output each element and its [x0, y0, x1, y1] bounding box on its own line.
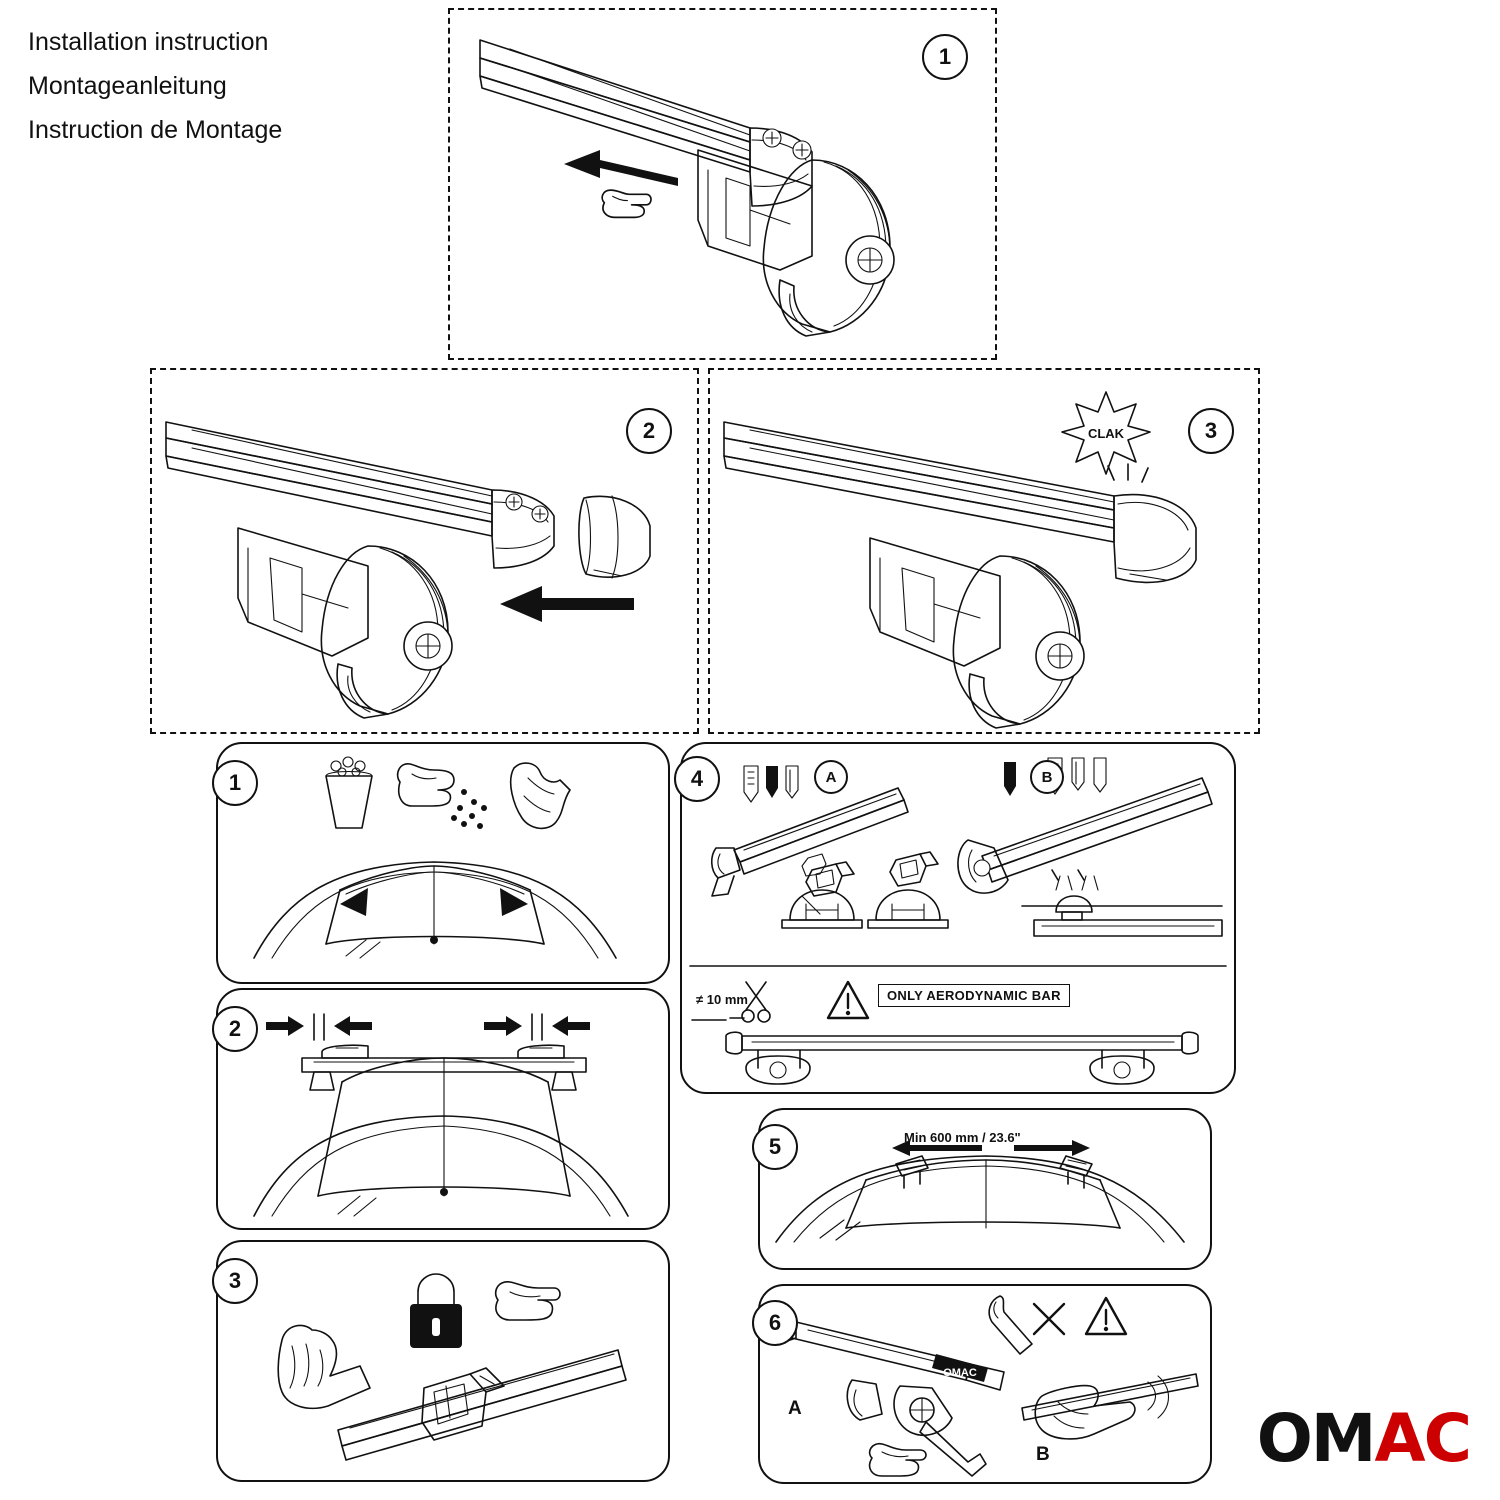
- measure-arrows-left: [266, 1014, 372, 1040]
- step-number-left-3: 3: [212, 1258, 258, 1304]
- title-line-fr: Instruction de Montage: [28, 116, 283, 144]
- measure-arrows-right: [484, 1014, 590, 1040]
- panel-step-3: [708, 368, 1260, 734]
- diagram-left-step-1: [218, 744, 668, 982]
- panel-step-1: [448, 8, 997, 360]
- omac-logo: [1256, 1400, 1470, 1477]
- step-number-right-5: 5: [752, 1124, 798, 1170]
- cleaning-cup-icon: [326, 757, 372, 828]
- diagram-right-step-6: [760, 1286, 1210, 1482]
- hand-with-grit-icon: [398, 764, 487, 829]
- hand-icon: [278, 1325, 370, 1408]
- step-number-1: 1: [922, 34, 968, 80]
- warning-triangle-icon-2: [1086, 1298, 1126, 1334]
- hand-icon-2: [1035, 1386, 1135, 1439]
- panel-right-step-4: [680, 742, 1236, 1094]
- diagram-step-2: [152, 370, 697, 732]
- svg-text:OMAC: OMAC: [943, 1367, 977, 1379]
- wrench-icon: [989, 1296, 1032, 1354]
- warning-triangle-icon: [828, 982, 868, 1018]
- logo-text-accent: AC: [1374, 1400, 1470, 1477]
- aerodynamic-bar-note: ONLY AERODYNAMIC BAR: [878, 984, 1070, 1007]
- step-number-right-6: 6: [752, 1300, 798, 1346]
- step-number-2: 2: [626, 408, 672, 454]
- clak-burst: [1062, 392, 1150, 474]
- title-line-de: Montageanleitung: [28, 72, 227, 100]
- step-number-right-4: 4: [674, 756, 720, 802]
- hand-muscle-icon-2: [496, 1282, 560, 1320]
- cross-no-icon: [1034, 1304, 1064, 1334]
- bracket-icons-a: [802, 862, 854, 914]
- hand-muscle-icon: [602, 190, 651, 217]
- title-block: [28, 20, 428, 152]
- diagram-right-step-4: [682, 744, 1234, 1092]
- cut-dimension-label: ≠ 10 mm: [696, 992, 748, 1007]
- padlock-locked-icon: [410, 1274, 462, 1348]
- panel-left-step-3: [216, 1240, 670, 1482]
- clamp-ring-b: [958, 840, 1008, 893]
- cloth-icon: [511, 763, 570, 828]
- end-cap-part: [579, 496, 650, 578]
- detail-label-b: B: [1036, 1444, 1050, 1465]
- title-line-en: Installation instruction: [28, 28, 269, 56]
- variant-label-a: A: [814, 760, 848, 794]
- panel-step-2: [150, 368, 699, 734]
- diagram-step-1: [450, 10, 995, 358]
- svg-text:CLAK: CLAK: [1087, 426, 1125, 441]
- detail-label-a: A: [788, 1398, 802, 1419]
- panel-left-step-2: [216, 988, 670, 1230]
- panel-right-step-5: [758, 1108, 1212, 1270]
- logo-text-dark: OM: [1256, 1400, 1375, 1477]
- diagram-left-step-3: [218, 1242, 668, 1480]
- step-number-3: 3: [1188, 408, 1234, 454]
- step-number-left-2: 2: [212, 1006, 258, 1052]
- hand-muscle-icon-3: [870, 1444, 926, 1476]
- diagram-left-step-2: [218, 990, 668, 1228]
- min-distance-label: Min 600 mm / 23.6": [904, 1130, 1021, 1145]
- panel-right-step-6: [758, 1284, 1212, 1484]
- step-number-left-1: 1: [212, 760, 258, 806]
- brand-tag-icon: [932, 1354, 988, 1382]
- fastener-icons-a: [744, 766, 798, 802]
- diagram-step-3: [710, 370, 1258, 732]
- panel-left-step-1: [216, 742, 670, 984]
- variant-label-b: B: [1030, 760, 1064, 794]
